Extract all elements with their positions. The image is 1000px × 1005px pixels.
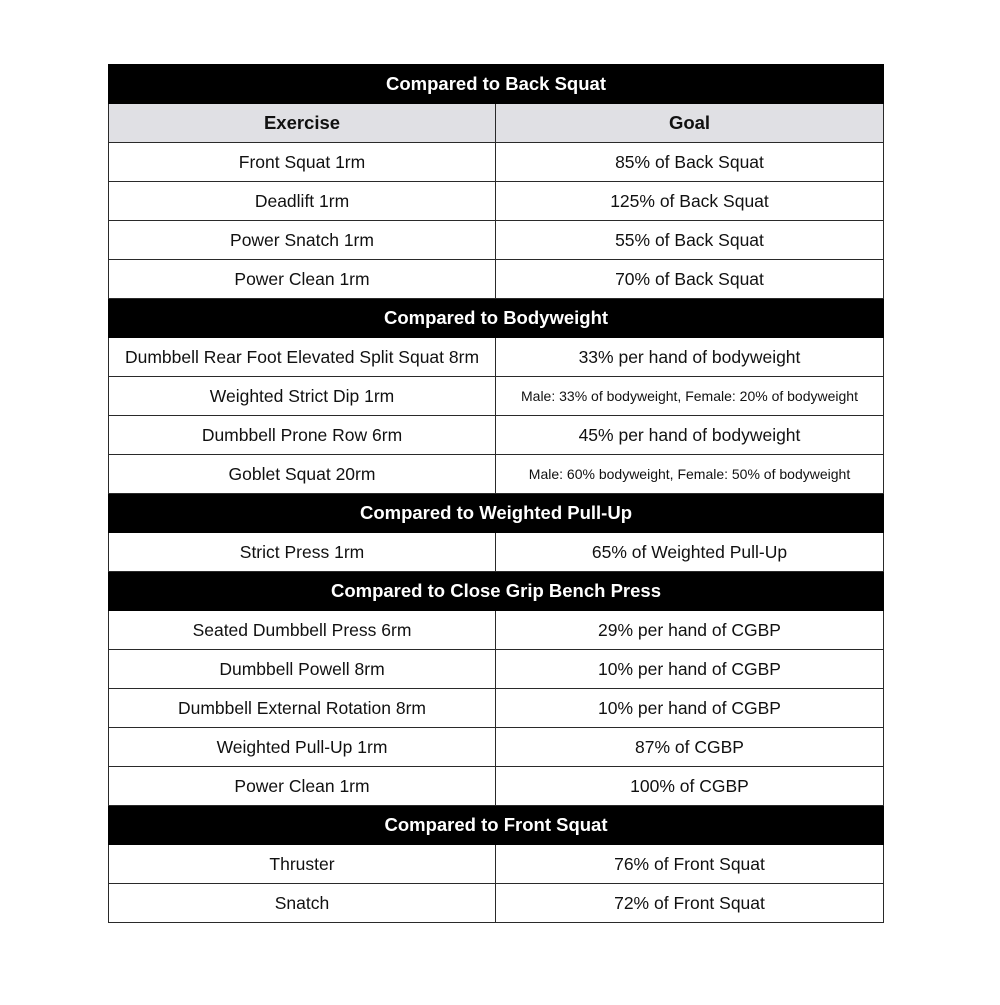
- goal-cell: 72% of Front Squat: [496, 884, 884, 923]
- table-row: [109, 533, 884, 572]
- table-row: [109, 416, 884, 455]
- table-row: [109, 845, 884, 884]
- goal-cell: 29% per hand of CGBP: [496, 611, 884, 650]
- table-row: [109, 767, 884, 806]
- exercise-cell: Weighted Pull-Up 1rm: [109, 728, 496, 767]
- goal-cell: 76% of Front Squat: [496, 845, 884, 884]
- section-header-close-grip-bench-press: [109, 572, 884, 611]
- goal-cell: 85% of Back Squat: [496, 143, 884, 182]
- section-header-back-squat: [109, 65, 884, 104]
- table-row: [109, 143, 884, 182]
- table-row: [109, 455, 884, 494]
- column-header-exercise: Exercise: [109, 104, 496, 143]
- goal-cell: 33% per hand of bodyweight: [496, 338, 884, 377]
- section-title: Compared to Front Squat: [109, 806, 884, 845]
- exercise-cell: Strict Press 1rm: [109, 533, 496, 572]
- goal-cell: Male: 60% bodyweight, Female: 50% of bodyweight: [496, 455, 884, 494]
- goal-cell: 100% of CGBP: [496, 767, 884, 806]
- table-row: [109, 221, 884, 260]
- strength-standards-sheet: [108, 64, 883, 923]
- section-title: Compared to Weighted Pull-Up: [109, 494, 884, 533]
- table-row: [109, 650, 884, 689]
- goal-cell: Male: 33% of bodyweight, Female: 20% of bodyweight: [496, 377, 884, 416]
- goal-cell: 125% of Back Squat: [496, 182, 884, 221]
- goal-cell: 10% per hand of CGBP: [496, 689, 884, 728]
- goal-cell: 45% per hand of bodyweight: [496, 416, 884, 455]
- table-row: [109, 182, 884, 221]
- table-row: [109, 260, 884, 299]
- section-title: Compared to Back Squat: [109, 65, 884, 104]
- exercise-cell: Goblet Squat 20rm: [109, 455, 496, 494]
- section-title: Compared to Bodyweight: [109, 299, 884, 338]
- goal-cell: 55% of Back Squat: [496, 221, 884, 260]
- exercise-cell: Seated Dumbbell Press 6rm: [109, 611, 496, 650]
- exercise-cell: Power Snatch 1rm: [109, 221, 496, 260]
- goal-cell: 87% of CGBP: [496, 728, 884, 767]
- goal-cell: 10% per hand of CGBP: [496, 650, 884, 689]
- column-header-goal: Goal: [496, 104, 884, 143]
- section-header-weighted-pull-up: [109, 494, 884, 533]
- exercise-cell: Front Squat 1rm: [109, 143, 496, 182]
- section-header-bodyweight: [109, 299, 884, 338]
- exercise-cell: Dumbbell Prone Row 6rm: [109, 416, 496, 455]
- section-header-front-squat: [109, 806, 884, 845]
- strength-standards-table: [108, 64, 884, 923]
- exercise-cell: Dumbbell External Rotation 8rm: [109, 689, 496, 728]
- table-row: [109, 338, 884, 377]
- section-title: Compared to Close Grip Bench Press: [109, 572, 884, 611]
- exercise-cell: Deadlift 1rm: [109, 182, 496, 221]
- exercise-cell: Power Clean 1rm: [109, 767, 496, 806]
- table-row: [109, 728, 884, 767]
- table-row: [109, 884, 884, 923]
- exercise-cell: Dumbbell Rear Foot Elevated Split Squat 8rm: [109, 338, 496, 377]
- column-header-row: [109, 104, 884, 143]
- table-row: [109, 689, 884, 728]
- table-row: [109, 377, 884, 416]
- exercise-cell: Weighted Strict Dip 1rm: [109, 377, 496, 416]
- exercise-cell: Thruster: [109, 845, 496, 884]
- table-row: [109, 611, 884, 650]
- goal-cell: 70% of Back Squat: [496, 260, 884, 299]
- exercise-cell: Power Clean 1rm: [109, 260, 496, 299]
- exercise-cell: Snatch: [109, 884, 496, 923]
- goal-cell: 65% of Weighted Pull-Up: [496, 533, 884, 572]
- exercise-cell: Dumbbell Powell 8rm: [109, 650, 496, 689]
